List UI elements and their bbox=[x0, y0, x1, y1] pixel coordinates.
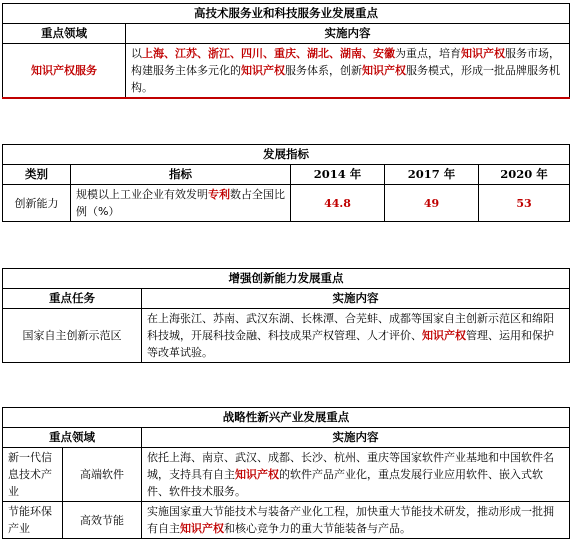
content-cell bbox=[142, 309, 570, 363]
table-development-indicators bbox=[2, 144, 570, 222]
highlighted-text: 知识产权 bbox=[241, 64, 285, 77]
column-header-2020: 2020 年 bbox=[479, 165, 570, 185]
text-run: 服务模式，形成一批品牌服务机构。 bbox=[131, 64, 560, 94]
highlighted-text: 知识产权 bbox=[235, 468, 279, 481]
subfield-cell: 高效节能 bbox=[63, 502, 142, 539]
task-cell: 国家自主创新示范区 bbox=[3, 309, 142, 363]
table-high-tech-services bbox=[2, 3, 570, 99]
field-cell: 知识产权服务 bbox=[3, 44, 126, 99]
content-cell bbox=[142, 448, 570, 502]
column-header-indicator: 指标 bbox=[71, 165, 291, 185]
field-cell: 新一代信息技术产业 bbox=[3, 448, 63, 502]
table-title: 发展指标 bbox=[3, 145, 570, 165]
table-title: 高技术服务业和科技服务业发展重点 bbox=[3, 4, 570, 24]
text-run: 实施国家重大节能技术与装备产业化工程，加快重大节能技术研发，推动形成一批拥有自主 bbox=[147, 505, 554, 535]
subfield-cell: 高端软件 bbox=[63, 448, 142, 502]
column-header-content: 实施内容 bbox=[142, 428, 570, 448]
text-run: 数占全国比例（%） bbox=[76, 188, 285, 218]
column-header-2017: 2017 年 bbox=[385, 165, 479, 185]
text-run: 在上海张江、苏南、武汉东湖、长株潭、合芜蚌、成都等国家自主创新示范区和绵阳科技城，开展科技金融、科技成果产权管理、人才评价、 bbox=[147, 312, 554, 342]
value-2017: 49 bbox=[385, 185, 479, 222]
value-2020: 53 bbox=[479, 185, 570, 222]
content-cell bbox=[126, 44, 570, 99]
table-title: 增强创新能力发展重点 bbox=[3, 269, 570, 289]
column-header-field: 重点领域 bbox=[3, 428, 142, 448]
content-cell bbox=[142, 502, 570, 539]
text-run: 依托上海、南京、武汉、成都、长沙、杭州、重庆等国家软件产业基地和中国软件名城，支持具有自主 bbox=[147, 451, 554, 481]
highlighted-text: 上海、江苏、浙江、四川、重庆、湖北、湖南、安徽 bbox=[142, 47, 395, 60]
field-cell: 节能环保产业 bbox=[3, 502, 63, 539]
text-run: 规模以上工业企业有效发明 bbox=[76, 188, 208, 201]
text-run: 的软件产品产业化，重点发展行业应用软件、嵌入式软件、软件技术服务。 bbox=[147, 468, 543, 498]
text-run: 管理、运用和保护等改革试验。 bbox=[147, 329, 554, 359]
column-header-content: 实施内容 bbox=[142, 289, 570, 309]
highlighted-text: 知识产权 bbox=[461, 47, 505, 60]
table-title: 战略性新兴产业发展重点 bbox=[3, 408, 570, 428]
column-header-task: 重点任务 bbox=[3, 289, 142, 309]
text-run: 服务体系，创新 bbox=[285, 64, 362, 77]
text-run: 为重点，培育 bbox=[395, 47, 461, 60]
indicator-cell bbox=[71, 185, 291, 222]
category-cell: 创新能力 bbox=[3, 185, 71, 222]
text-run: 以 bbox=[131, 47, 142, 60]
column-header-2014: 2014 年 bbox=[291, 165, 385, 185]
table-innovation-capacity bbox=[2, 268, 570, 363]
highlighted-text: 知识产权 bbox=[422, 329, 466, 342]
highlighted-text: 知识产权 bbox=[180, 522, 224, 535]
column-header-field: 重点领域 bbox=[3, 24, 126, 44]
highlighted-text: 知识产权 bbox=[362, 64, 406, 77]
value-2014: 44.8 bbox=[291, 185, 385, 222]
text-run: 服务市场，构建服务主体多元化的 bbox=[131, 47, 560, 77]
table-strategic-emerging-industries bbox=[2, 407, 570, 539]
column-header-content: 实施内容 bbox=[126, 24, 570, 44]
column-header-category: 类别 bbox=[3, 165, 71, 185]
text-run: 和核心竞争力的重大节能装备与产品。 bbox=[224, 522, 411, 535]
highlighted-text: 专利 bbox=[208, 188, 230, 201]
